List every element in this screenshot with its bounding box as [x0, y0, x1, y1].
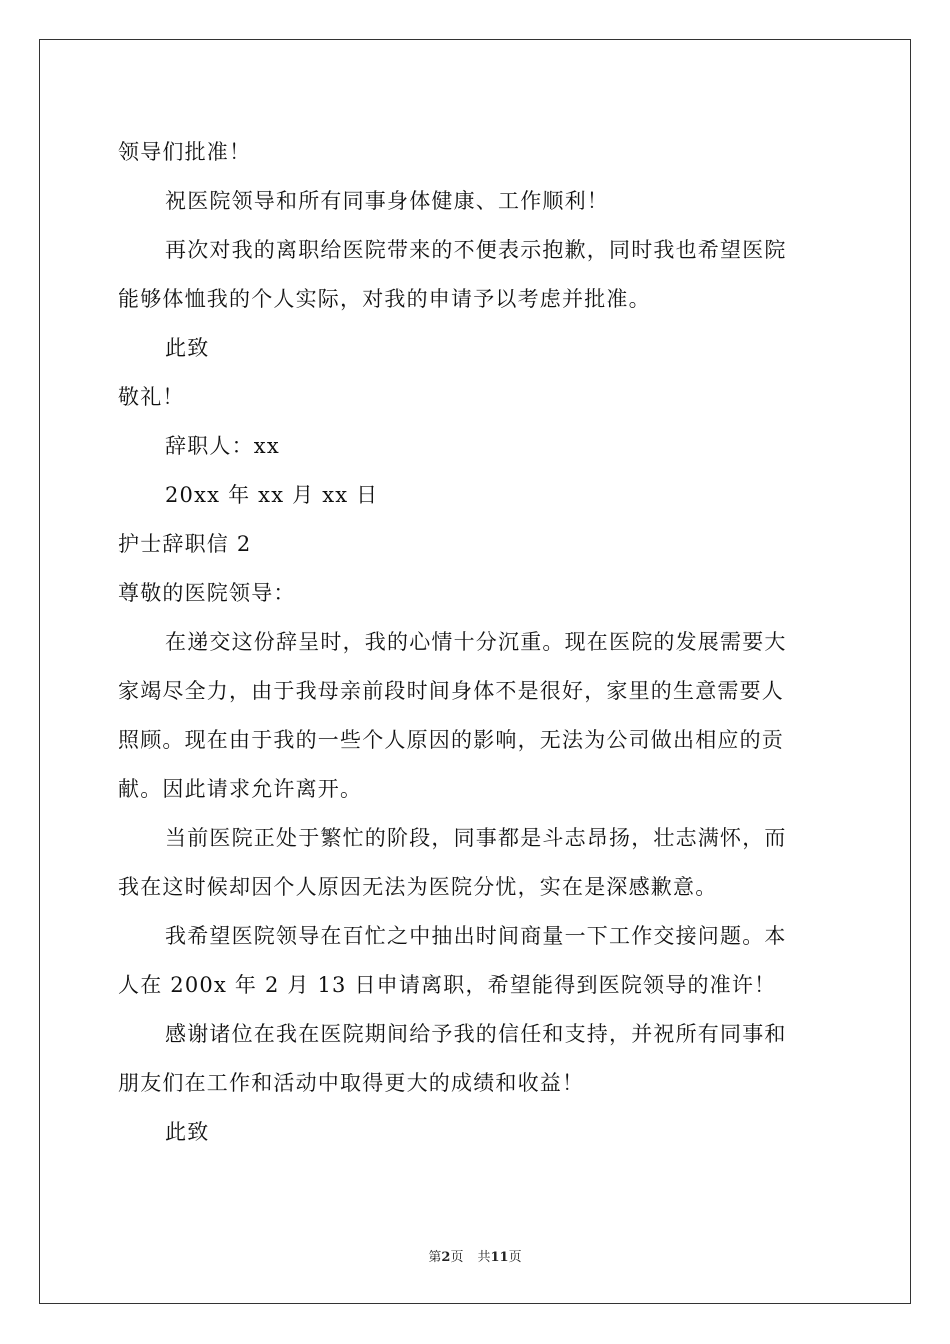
section-title: 护士辞职信 2: [118, 532, 252, 556]
text-line-11: 在递交这份辞呈时，我的心情十分沉重。现在医院的发展需要大: [165, 630, 787, 654]
text-line-1: 领导们批准！: [118, 140, 252, 164]
text-line-20: 朋友们在工作和活动中取得更大的成绩和收益！: [118, 1071, 585, 1095]
text-line-2: 祝医院领导和所有同事身体健康、工作顺利！: [165, 189, 609, 213]
text-line-18: 人在 200x 年 2 月 13 日申请离职，希望能得到医院领导的准许！: [118, 973, 777, 997]
text-line-3: 再次对我的离职给医院带来的不便表示抱歉，同时我也希望医院: [165, 238, 787, 262]
text-line-14: 献。因此请求允许离开。: [118, 777, 363, 801]
text-line-21: 此致: [165, 1120, 210, 1144]
page-current: 2: [441, 1250, 451, 1265]
text-line-12: 家竭尽全力，由于我母亲前段时间身体不是很好，家里的生意需要人: [118, 679, 784, 703]
text-line-6: 敬礼！: [118, 385, 185, 409]
date-line: 20xx 年 xx 月 xx 日: [165, 483, 379, 507]
total-pages: 11: [490, 1250, 509, 1265]
text-line-17: 我希望医院领导在百忙之中抽出时间商量一下工作交接问题。本: [165, 924, 787, 948]
page-footer: [0, 1246, 950, 1265]
total-suffix: 页: [508, 1250, 522, 1265]
document-body: [118, 128, 834, 1157]
text-line-19: 感谢诸位在我在医院期间给予我的信任和支持，并祝所有同事和: [165, 1022, 787, 1046]
signature-line: 辞职人：xx: [165, 434, 280, 458]
salutation: 尊敬的医院领导：: [118, 581, 296, 605]
text-line-4: 能够体恤我的个人实际，对我的申请予以考虑并批准。: [118, 287, 651, 311]
text-line-16: 我在这时候却因个人原因无法为医院分忧，实在是深感歉意。: [118, 875, 718, 899]
text-line-15: 当前医院正处于繁忙的阶段，同事都是斗志昂扬，壮志满怀，而: [165, 826, 787, 850]
page-suffix: 页: [450, 1250, 464, 1265]
total-prefix: 共: [477, 1250, 491, 1265]
page-prefix: 第: [428, 1250, 442, 1265]
text-line-5: 此致: [165, 336, 210, 360]
text-line-13: 照顾。现在由于我的一些个人原因的影响，无法为公司做出相应的贡: [118, 728, 784, 752]
